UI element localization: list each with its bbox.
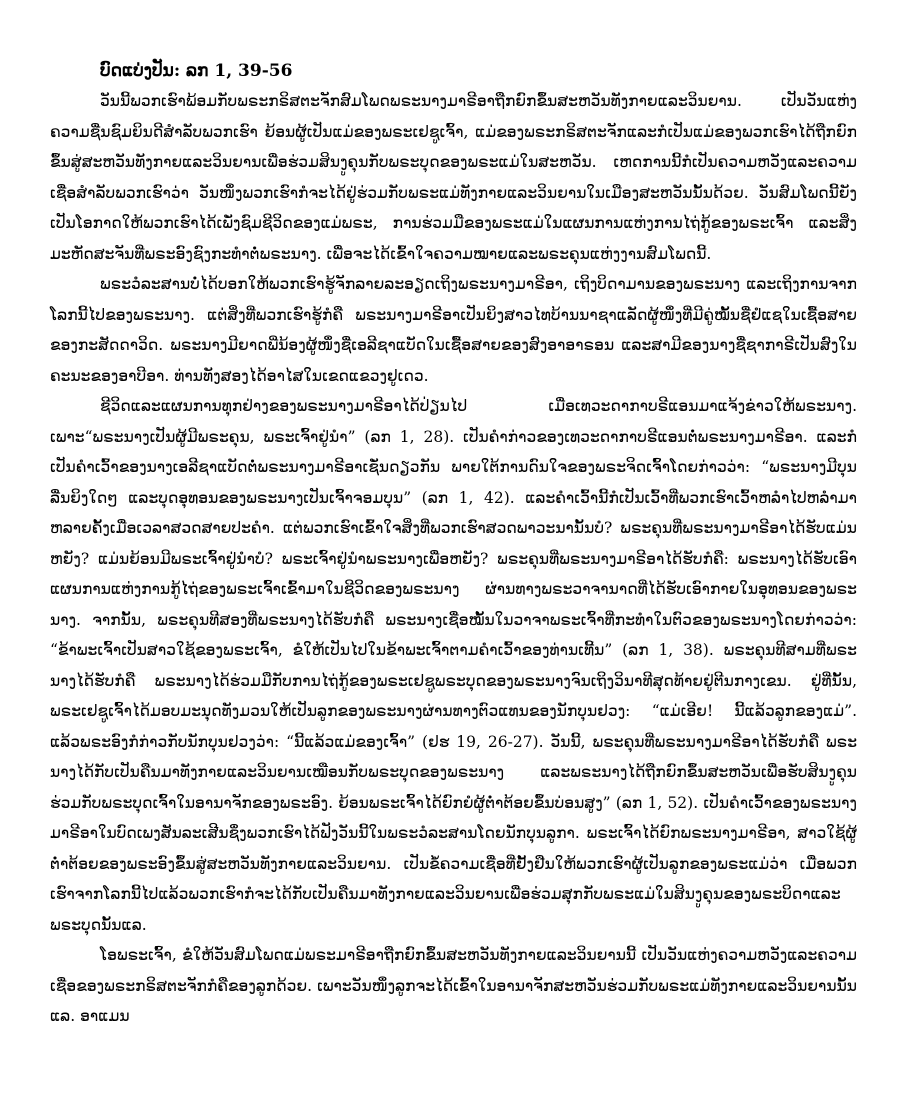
document-heading: ບົດແບ່ງປັນ: ລກ 1, 39-56	[100, 61, 293, 81]
paragraph-graces: ຊີວິດແລະແຜນການທຸກຢ່າງຂອງພຣະນາງມາຣີອາໄດ້ປ່ຽນໄປ ເມື່ອເທວະດາກາບຣີແອນມາແຈ້ງຂ່າວໃຫ້ພຣະນາງ. ເພາະ“ພຣະນາງເປັນຜູ້ມີພຣະຄຸນ, ພຣະເຈົ້າຢູ່ນຳ” (ລກ 1, 28). ເປັນຄຳກ່າວຂອງເທວະດາກາບຣີແອນຕໍ່ພຣະນາງມາຣີອາ. ແລະກໍເປັນຄຳເວົ້າຂອງນາງເອລີຊາແບັດຕໍ່ພຣະນາງມາຣີອາເຊັ່ນດຽວກັນ ພາຍໃຕ້ການດົນໃຈຂອງພຣະຈິດເຈົ້າໂດຍກ່າວວ່າ: “ພຣະນາງມີບຸນລື່ນຍິງໃດໆ ແລະບຸດອຸທອນຂອງພຣະນາງເປັນເຈົ້າຈອມບຸນ” (ລກ 1, 42). ແລະຄຳເວົ້ານີ້ກໍເປັນເວົ້າທີ່ພວກເຮົາເວົ້າຫລໍາໄປຫລໍາມາຫລາຍຄັ້ງເມື່ອເວລາສວດສາຍປະຄຳ. ແຕ່ພວກເຮົາເຂົ້າໃຈສິ່ງທີ່ພວກເຮົາສວດພາວະນານັ້ນບໍ? ພຣະຄຸນທີ່ພຣະນາງມາຣີອາໄດ້ຮັບແມ່ນຫຍັງ? ແມ່ນຍ້ອນມີພຣະເຈົ້າຢູ່ນຳບໍ? ພຣະເຈົ້າຢູ່ນຳພຣະນາງເພື່ອຫຍັງ? ພຣະຄຸນທີ່ພຣະນາງມາຣີອາໄດ້ຮັບກໍຄື: ພຣະນາງໄດ້ຮັບເອົາແຜນການແຫ່ງການກູ້ໄຖ່ຂອງພຣະເຈົ້າເຂົ້າມາໃນຊີວິດຂອງພຣະນາງ ຜ່ານທາງພຣະວາຈານາດທີ່ໄດ້ຮັບເອົາກາຍໃນອຸທອນຂອງພຣະນາງ. ຈາກນັ້ນ, ພຣະຄຸນທີສອງທີ່ພຣະນາງໄດ້ຮັບກໍຄື ພຣະນາງເຊື່ອໝັ້ນໃນວາຈາພຣະເຈົ້າທີ່ກະທຳໃນຕົວຂອງພຣະນາງໂດຍກ່າວວ່າ: “ຂ້າພະເຈົ້າເປັນສາວໃຊ້ຂອງພຣະເຈົ້າ, ຂໍໃຫ້ເປັນໄປໃນຂ້າພະເຈົ້າຕາມຄຳເວົ້າຂອງທ່ານເທີ້ນ” (ລກ 1, 38). ພຣະຄຸນທີສາມທີ່ພຣະນາງໄດ້ຮັບກໍຄື ພຣະນາງໄດ້ຮ່ວມມືກັບການໄຖ່ກູ້ຂອງພຣະເຢຊູພຣະບຸດຂອງພຣະນາງຈົນເຖິງວິນາທີສຸດທ້າຍຢູ່ຕີນກາງເຂນ. ຢູ່ທີ່ນັ້ນ, ພຣະເຢຊູເຈົ້າໄດ້ມອບມະນຸດທັງມວນໃຫ້ເປັນລູກຂອງພຣະນາງຜ່ານທາງຕົວແທນຂອງນັກບຸນຢວງ: “ແມ່ເອີຍ! ນີ້ແລ້ວລູກຂອງແມ່”. ແລ້ວພຣະອົງກໍກ່າວກັບນັກບຸນຢວງວ່າ: “ນີ້ແລ້ວແມ່ຂອງເຈົ້າ” (ຢຮ 19, 26-27). ວັນນີ້, ພຣະຄຸນທີ່ພຣະນາງມາຣີອາໄດ້ຮັບກໍຄື ພຣະນາງໄດ້ກັບເປັນຄືນມາທັງກາຍແລະວິນຍານເໝືອນກັບພຣະບຸດຂອງພຣະນາງ ແລະພຣະນາງໄດ້ຖືກຍົກຂຶ້ນສະຫວັນເພື່ອຮັບສິນງູຄຸນຮ່ວມກັບພຣະບຸດເຈົ້າໃນອານາຈັກຂອງພຣະອົງ. ຍ້ອນພຣະເຈົ້າໄດ້ຍົກຍໍຜູ້ຕ່ຳຕ້ອຍຂຶ້ນບ່ອນສູງ” (ລກ 1, 52). ເປັນຄຳເວົ້າຂອງພຣະນາງມາຣີອາໃນບົດເພງສັນລະເສີນຊຶ່ງພວກເຮົາໄດ້ຟັງວັນນີ້ໃນພຣະວໍລະສານໂດຍນັກບຸນລູກາ. ພຣະເຈົ້າໄດ້ຍົກພຣະນາງມາຣີອາ, ສາວໃຊ້ຜູ້ຕ່ຳຕ້ອຍຂອງພຣະອົງຂຶ້ນສູ່ສະຫວັນທັງກາຍແລະວິນຍານ. ເປັນຂໍ້ຄວາມເຊື່ອທີ່ຢັ້ງຢືນໃຫ້ພວກເຮົາຜູ້ເປັນລູກຂອງພຣະແມ່ວ່າ ເມື່ອພວກເຮົາຈາກໂລກນີ້ໄປແລ້ວພວກເຮົາກໍຈະໄດ້ກັບເປັນຄືນມາທັງກາຍແລະວິນຍານເພື່ອຮ່ວມສຸກກັບພຣະແມ່ໃນສິນງູຄຸນຂອງພຣະບິດາແລະພຣະບຸດນັ້ນແລ.	[50, 397, 857, 934]
paragraph-background: ພຣະວໍລະສານບໍ່ໄດ້ບອກໃຫ້ພວກເຮົາຮູ້ຈັກລາຍລະອຽດເຖິງພຣະນາງມາຣີອາ, ເຖິງບິດາມານຂອງພຣະນາງ ແລະເຖິງການຈາກໂລກນີ້ໄປຂອງພຣະນາງ. ແຕ່ສິ່ງທີ່ພວກເຮົາຮູ້ກໍຄື ພຣະນາງມາຣີອາເປັນຍິງສາວໄທບ້ານນາຊາແລັດຜູ້ໜຶ່ງທີ່ມີຄູ່ໝັ້ນຊື່ຢໍແຊໃນເຊື້ອສາຍຂອງກະສັດດາວິດ. ພຣະນາງມີຍາດພີ່ນ້ອງຜູ້ໜຶ່ງຊື່ເອລີຊາແບັດໃນເຊື້ອສາຍຂອງສົງອາອາຣອນ ແລະສາມີຂອງນາງຊື່ຊາກາຣີເປັນສົງໃນຄະນະຂອງອາບີອາ. ທ່ານທັງສອງໄດ້ອາໄສໃນເຂດແຂວງຢູເດວ.	[50, 275, 857, 385]
paragraph-intro: ວັນນີ້ພວກເຮົາພ້ອມກັບພຣະກຣິສຕະຈັກສົມໂພດພຣະນາງມາຣີອາຖືກຍົກຂຶ້ນສະຫວັນທັງກາຍແລະວິນຍານ. ເປັນວັນແຫ່ງຄວາມຊື່ນຊົມຍິນດີສຳລັບພວກເຮົາ ຍ້ອນຜູ້ເປັນແມ່ຂອງພຣະເຢຊູເຈົ້າ, ແມ່ຂອງພຣະກຣິສຕະຈັກແລະກໍເປັນແມ່ຂອງພວກເຮົາໄດ້ຖືກຍົກຂຶ້ນສູ່ສະຫວັນທັງກາຍແລະວິນຍານເພື່ອຮ່ວມສິນງູຄຸນກັບພຣະບຸດຂອງພຣະແມ່ໃນສະຫວັນ. ເຫດການນີ້ກໍເປັນຄວາມຫວັງແລະຄວາມເຊື່ອສຳລັບພວກເຮົາວ່າ ວັນໜຶ່ງພວກເຮົາກໍຈະໄດ້ຢູ່ຮ່ວມກັບພຣະແມ່ທັງກາຍແລະວິນຍານໃນເມືອງສະຫວັນນັ້ນດ້ວຍ. ວັນສົມໂພດນີ້ຍັງເປັນໂອກາດໃຫ້ພວກເຮົາໄດ້ເພັ່ງຊົມຊີວິດຂອງແມ່ພຣະ, ການຮ່ວມມືຂອງພຣະແມ່ໃນແຜນການແຫ່ງການໄຖ່ກູ້ຂອງພຣະເຈົ້າ ແລະສິ່ງມະຫັດສະຈັນທີ່ພຣະອົງຊົງກະທຳຕໍ່ພຣະນາງ. ເພື່ອຈະໄດ້ເຂົ້າໃຈຄວາມໝາຍແລະພຣະຄຸນແຫ່ງງານສົມໂພດນີ້.	[50, 92, 857, 263]
paragraph-prayer: ໂອພຣະເຈົ້າ, ຂໍໃຫ້ວັນສົມໂພດແມ່ພຣະມາຣີອາຖືກຍົກຂຶ້ນສະຫວັນທັງກາຍແລະວິນຍານນີ້ ເປັນວັນແຫ່ງຄວາມຫວັງແລະຄວາມເຊື່ອຂອງພຣະກຣິສຕະຈັກກໍຄືຂອງລູກດ້ວຍ. ເພາະວັນໜຶ່ງລູກຈະໄດ້ເຂົ້າໃນອານາຈັກສະຫວັນຮ່ວມກັບພຣະແມ່ທັງກາຍແລະວິນຍານນັ້ນແລ. ອາແມນ	[50, 946, 857, 1025]
